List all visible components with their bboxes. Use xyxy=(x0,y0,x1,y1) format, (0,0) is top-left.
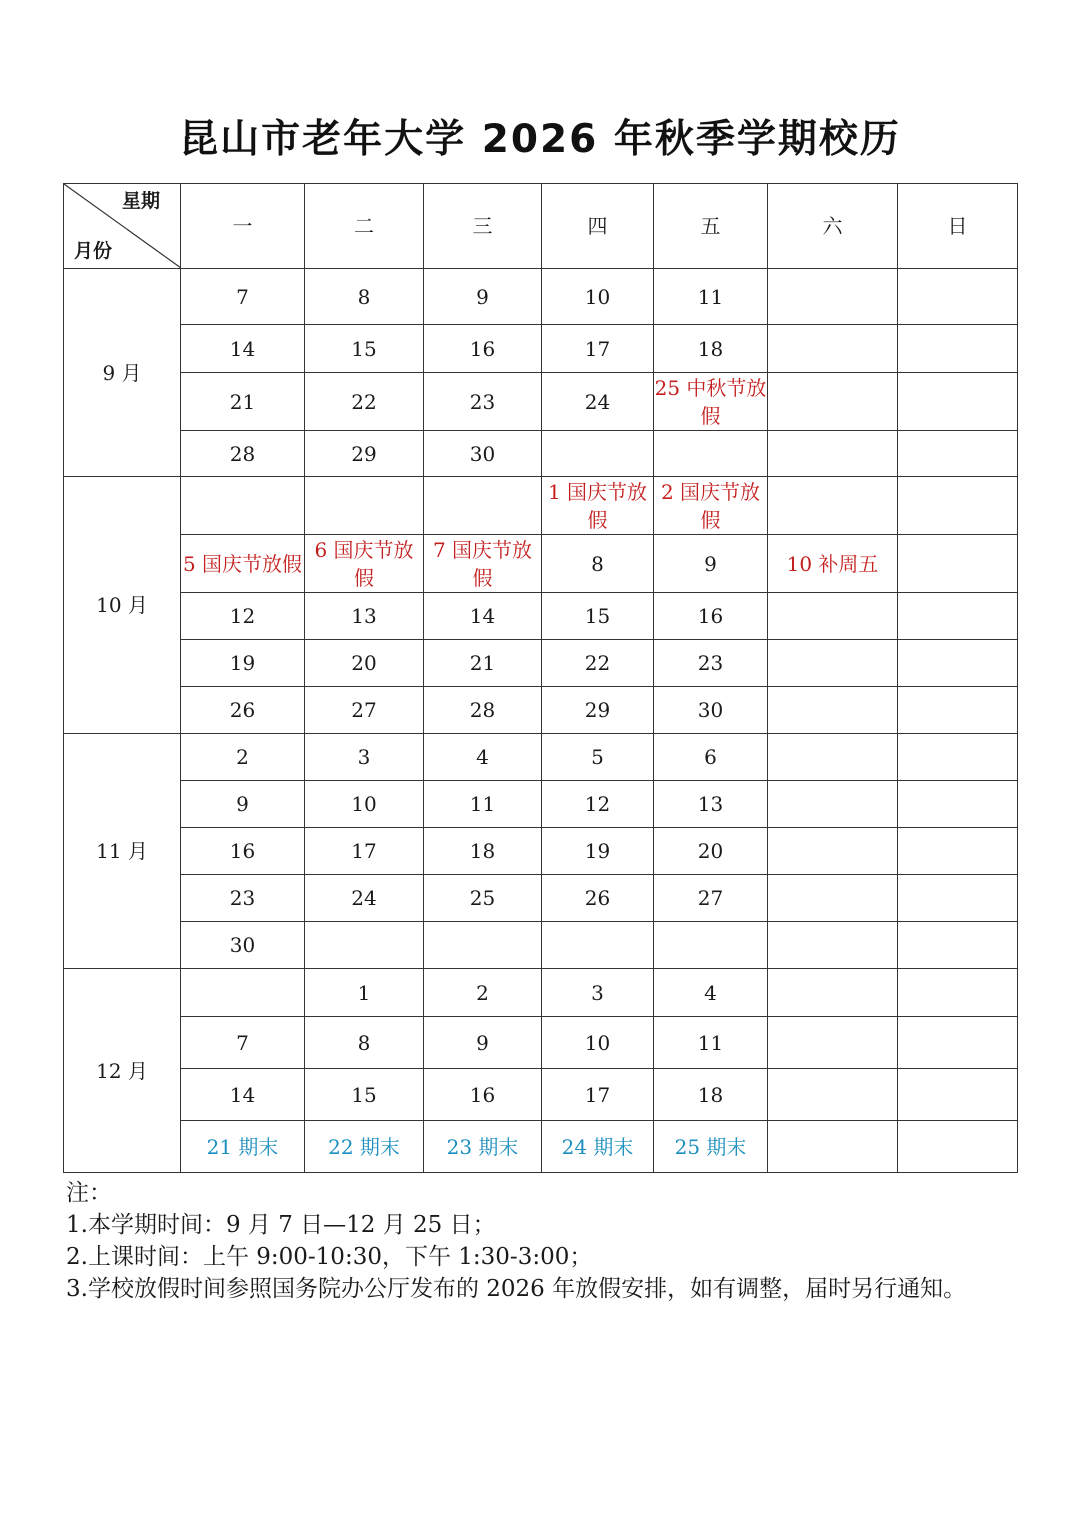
day-cell-sat xyxy=(768,781,898,828)
day-cell-sat xyxy=(768,734,898,781)
day-cell-thu: 10 xyxy=(542,1017,654,1069)
day-cell-wed: 18 xyxy=(424,828,542,875)
day-cell-thu: 15 xyxy=(542,593,654,640)
day-cell-sun xyxy=(898,373,1018,431)
day-cell-sun xyxy=(898,269,1018,325)
day-cell-wed: 2 xyxy=(424,969,542,1017)
week-row xyxy=(64,373,1018,431)
note-item: 3.学校放假时间参照国务院办公厅发布的 2026 年放假安排，如有调整，届时另行通知。 xyxy=(66,1276,967,1302)
day-cell-tue: 3 xyxy=(305,734,424,781)
notes xyxy=(66,1177,1026,1305)
month-label: 11 月 xyxy=(64,734,181,969)
day-cell-sat xyxy=(768,373,898,431)
day-cell-wed: 9 xyxy=(424,269,542,325)
notes-heading: 注： xyxy=(66,1180,112,1206)
day-cell-sun xyxy=(898,969,1018,1017)
day-cell-fri: 18 xyxy=(654,325,768,373)
note-item: 1.本学期时间：9 月 7 日—12 月 25 日； xyxy=(66,1212,496,1238)
day-cell-tue: 10 xyxy=(305,781,424,828)
day-cell-thu: 1 国庆节放假 xyxy=(542,477,654,535)
day-cell-fri: 2 国庆节放假 xyxy=(654,477,768,535)
day-cell-sat xyxy=(768,969,898,1017)
day-cell-sun xyxy=(898,535,1018,593)
day-cell-thu: 8 xyxy=(542,535,654,593)
day-cell-tue: 20 xyxy=(305,640,424,687)
day-cell-sun xyxy=(898,640,1018,687)
week-row xyxy=(64,828,1018,875)
day-cell-tue xyxy=(305,477,424,535)
week-row xyxy=(64,922,1018,969)
day-cell-tue: 17 xyxy=(305,828,424,875)
day-cell-sat xyxy=(768,687,898,734)
day-cell-thu: 17 xyxy=(542,1069,654,1121)
day-cell-sat xyxy=(768,477,898,535)
day-cell-wed xyxy=(424,477,542,535)
day-cell-mon: 5 国庆节放假 xyxy=(181,535,305,593)
month-label: 9 月 xyxy=(64,269,181,477)
day-cell-wed: 16 xyxy=(424,1069,542,1121)
day-cell-tue: 15 xyxy=(305,1069,424,1121)
day-cell-wed: 11 xyxy=(424,781,542,828)
day-cell-fri: 30 xyxy=(654,687,768,734)
day-header-sat: 六 xyxy=(768,184,898,269)
week-row xyxy=(64,593,1018,640)
week-row xyxy=(64,269,1018,325)
day-cell-mon: 28 xyxy=(181,431,305,477)
day-cell-wed: 23 期末 xyxy=(424,1121,542,1173)
day-cell-mon: 21 xyxy=(181,373,305,431)
day-cell-fri: 6 xyxy=(654,734,768,781)
day-cell-sat xyxy=(768,875,898,922)
week-row xyxy=(64,734,1018,781)
day-cell-sun xyxy=(898,781,1018,828)
day-cell-thu: 24 xyxy=(542,373,654,431)
day-cell-tue: 15 xyxy=(305,325,424,373)
day-cell-tue: 8 xyxy=(305,1017,424,1069)
week-row xyxy=(64,325,1018,373)
day-header-tue: 二 xyxy=(305,184,424,269)
day-cell-mon: 9 xyxy=(181,781,305,828)
day-cell-sat xyxy=(768,325,898,373)
day-cell-wed: 28 xyxy=(424,687,542,734)
day-cell-sat xyxy=(768,1017,898,1069)
day-cell-sun xyxy=(898,922,1018,969)
corner-month-label: 月份 xyxy=(74,240,113,262)
day-cell-tue: 27 xyxy=(305,687,424,734)
day-cell-tue xyxy=(305,922,424,969)
corner-week-label: 星期 xyxy=(121,190,160,212)
day-cell-mon: 7 xyxy=(181,269,305,325)
month-label: 12 月 xyxy=(64,969,181,1173)
week-row xyxy=(64,1069,1018,1121)
day-cell-fri: 18 xyxy=(654,1069,768,1121)
day-cell-sat xyxy=(768,269,898,325)
day-cell-sun xyxy=(898,828,1018,875)
day-cell-tue: 22 期末 xyxy=(305,1121,424,1173)
day-cell-fri: 16 xyxy=(654,593,768,640)
corner-cell xyxy=(64,184,181,269)
day-cell-wed: 25 xyxy=(424,875,542,922)
day-cell-fri: 27 xyxy=(654,875,768,922)
day-cell-fri xyxy=(654,922,768,969)
day-cell-sat xyxy=(768,593,898,640)
month-label: 10 月 xyxy=(64,477,181,734)
day-cell-fri: 11 xyxy=(654,269,768,325)
day-cell-sat xyxy=(768,1121,898,1173)
day-cell-mon: 21 期末 xyxy=(181,1121,305,1173)
day-cell-mon: 14 xyxy=(181,325,305,373)
day-cell-wed: 21 xyxy=(424,640,542,687)
day-cell-thu: 26 xyxy=(542,875,654,922)
day-cell-mon xyxy=(181,969,305,1017)
day-cell-thu: 29 xyxy=(542,687,654,734)
day-header-thu: 四 xyxy=(542,184,654,269)
day-cell-fri: 25 期末 xyxy=(654,1121,768,1173)
day-cell-wed: 16 xyxy=(424,325,542,373)
day-cell-mon: 26 xyxy=(181,687,305,734)
day-cell-sat xyxy=(768,922,898,969)
week-row xyxy=(64,640,1018,687)
day-cell-thu: 12 xyxy=(542,781,654,828)
day-cell-sat: 10 补周五 xyxy=(768,535,898,593)
day-cell-tue: 13 xyxy=(305,593,424,640)
day-cell-mon: 12 xyxy=(181,593,305,640)
week-row xyxy=(64,969,1018,1017)
day-header-sun: 日 xyxy=(898,184,1018,269)
day-cell-mon: 19 xyxy=(181,640,305,687)
day-cell-sun xyxy=(898,593,1018,640)
day-cell-thu: 24 期末 xyxy=(542,1121,654,1173)
day-cell-wed: 7 国庆节放假 xyxy=(424,535,542,593)
day-cell-fri: 4 xyxy=(654,969,768,1017)
day-header-wed: 三 xyxy=(424,184,542,269)
day-cell-tue: 24 xyxy=(305,875,424,922)
day-cell-wed: 14 xyxy=(424,593,542,640)
day-cell-wed xyxy=(424,922,542,969)
day-cell-sat xyxy=(768,431,898,477)
day-cell-sun xyxy=(898,477,1018,535)
day-cell-thu: 5 xyxy=(542,734,654,781)
day-cell-thu xyxy=(542,922,654,969)
day-cell-mon: 14 xyxy=(181,1069,305,1121)
day-cell-sun xyxy=(898,687,1018,734)
week-row xyxy=(64,687,1018,734)
day-cell-thu: 19 xyxy=(542,828,654,875)
day-cell-sun xyxy=(898,1121,1018,1173)
day-cell-sun xyxy=(898,325,1018,373)
day-cell-sun xyxy=(898,1069,1018,1121)
day-cell-fri: 23 xyxy=(654,640,768,687)
day-cell-fri: 20 xyxy=(654,828,768,875)
day-cell-tue: 22 xyxy=(305,373,424,431)
day-cell-sun xyxy=(898,734,1018,781)
day-cell-fri xyxy=(654,431,768,477)
day-cell-thu: 10 xyxy=(542,269,654,325)
day-cell-thu: 22 xyxy=(542,640,654,687)
day-cell-wed: 30 xyxy=(424,431,542,477)
day-cell-mon: 7 xyxy=(181,1017,305,1069)
day-cell-sun xyxy=(898,1017,1018,1069)
day-cell-mon: 30 xyxy=(181,922,305,969)
day-cell-thu: 3 xyxy=(542,969,654,1017)
day-cell-sun xyxy=(898,431,1018,477)
day-cell-fri: 9 xyxy=(654,535,768,593)
week-row xyxy=(64,781,1018,828)
day-cell-mon: 23 xyxy=(181,875,305,922)
header-row xyxy=(64,184,1018,269)
day-cell-sat xyxy=(768,640,898,687)
day-cell-thu xyxy=(542,431,654,477)
day-cell-sat xyxy=(768,1069,898,1121)
day-cell-thu: 17 xyxy=(542,325,654,373)
day-cell-mon: 2 xyxy=(181,734,305,781)
day-cell-fri: 11 xyxy=(654,1017,768,1069)
week-row xyxy=(64,535,1018,593)
day-cell-tue: 29 xyxy=(305,431,424,477)
day-cell-mon xyxy=(181,477,305,535)
day-cell-sun xyxy=(898,875,1018,922)
day-cell-tue: 8 xyxy=(305,269,424,325)
day-header-fri: 五 xyxy=(654,184,768,269)
day-cell-tue: 6 国庆节放假 xyxy=(305,535,424,593)
page-title: 昆山市老年大学 2026 年秋季学期校历 xyxy=(179,117,901,162)
week-row xyxy=(64,1121,1018,1173)
day-cell-tue: 1 xyxy=(305,969,424,1017)
day-cell-wed: 4 xyxy=(424,734,542,781)
week-row xyxy=(64,875,1018,922)
day-cell-fri: 13 xyxy=(654,781,768,828)
week-row xyxy=(64,1017,1018,1069)
day-header-mon: 一 xyxy=(181,184,305,269)
day-cell-fri: 25 中秋节放假 xyxy=(654,373,768,431)
week-row xyxy=(64,477,1018,535)
day-cell-wed: 23 xyxy=(424,373,542,431)
week-row xyxy=(64,431,1018,477)
calendar-table xyxy=(63,183,1018,1173)
day-cell-sat xyxy=(768,828,898,875)
day-cell-mon: 16 xyxy=(181,828,305,875)
note-item: 2.上课时间：上午 9:00-10:30，下午 1:30-3:00； xyxy=(66,1244,593,1270)
day-cell-wed: 9 xyxy=(424,1017,542,1069)
